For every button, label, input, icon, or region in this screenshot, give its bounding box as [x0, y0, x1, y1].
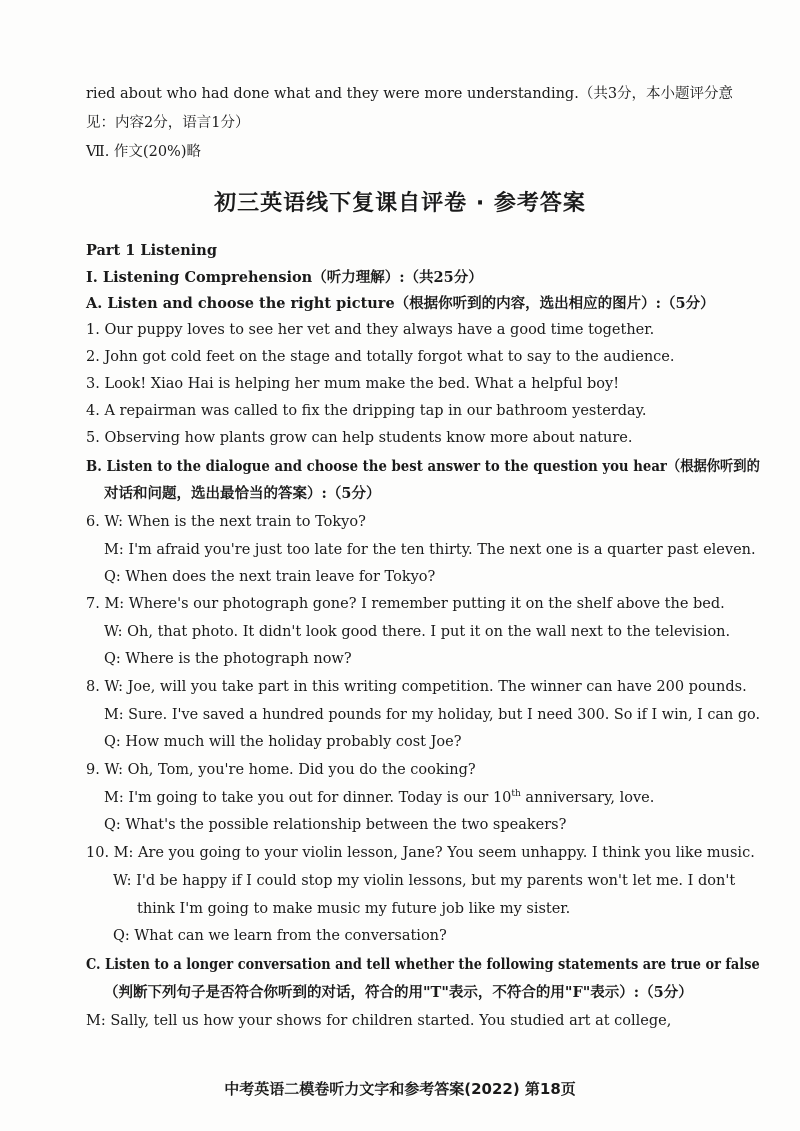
continued-answer-line: ried about who had done what and they were more understanding.（共3分，本小题评分意 [86, 86, 734, 102]
dialogue-text: anniversary, love. [520, 790, 655, 806]
dialogue-line: 8. W: Joe, will you take part in this writing competition. The winner can have 200 pounds. [86, 679, 747, 695]
page-footer: 中考英语二模卷听力文字和参考答案(2022) 第18页 [224, 1080, 576, 1098]
dialogue-line: 6. W: When is the next train to Tokyo? [86, 514, 366, 530]
list-item: 2. John got cold feet on the stage and totally forgot what to say to the audience. [86, 349, 675, 365]
question-line: Q: Where is the photograph now? [104, 651, 352, 667]
conversation-line: M: Sally, tell us how your shows for children started. You studied art at college, [86, 1013, 672, 1029]
dialogue-line [104, 788, 654, 808]
dialogue-line: W: Oh, that photo. It didn't look good there. I put it on the wall next to the television. [104, 624, 731, 640]
list-item: 5. Observing how plants grow can help students know more about nature. [86, 430, 633, 446]
section-b-heading-cont: 对话和问题，选出最恰当的答案）:（5分） [104, 485, 381, 502]
dialogue-line: 9. W: Oh, Tom, you're home. Did you do the cooking? [86, 762, 476, 778]
question-line: Q: What can we learn from the conversation? [113, 928, 447, 944]
dialogue-line: W: I'd be happy if I could stop my violin lessons, but my parents won't let me. I don't [113, 873, 736, 889]
dialogue-text: M: I'm going to take you out for dinner. Today is our 10 [104, 790, 512, 806]
writing-section-line: Ⅶ. 作文(20%)略 [86, 144, 201, 160]
section-i-heading: I. Listening Comprehension（听力理解）:（共25分） [86, 269, 483, 286]
dialogue-line: 10. M: Are you going to your violin lesson, Jane? You seem unhappy. I think you like music. [86, 845, 755, 861]
list-item: 3. Look! Xiao Hai is helping her mum make the bed. What a helpful boy! [86, 376, 620, 392]
page-title: 初三英语线下复课自评卷 · 参考答案 [214, 191, 586, 216]
dialogue-line: M: Sure. I've saved a hundred pounds for my holiday, but I need 300. So if I win, I can go. [104, 707, 761, 723]
ordinal-suffix: th [511, 789, 521, 800]
section-b-heading: B. Listen to the dialogue and choose the best answer to the question you hear（根据你听到的 [86, 458, 760, 475]
question-line: Q: When does the next train leave for Tokyo? [104, 569, 436, 585]
dialogue-line: 7. M: Where's our photograph gone? I remember putting it on the shelf above the bed. [86, 596, 725, 612]
list-item: 1. Our puppy loves to see her vet and they always have a good time together. [86, 322, 655, 338]
question-line: Q: How much will the holiday probably cost Joe? [104, 734, 462, 750]
section-c-heading-cont: （判断下列句子是否符合你听到的对话，符合的用"T"表示，不符合的用"F"表示）:（5分） [104, 984, 693, 1001]
list-item: 4. A repairman was called to fix the dripping tap in our bathroom yesterday. [86, 403, 647, 419]
dialogue-line-cont: think I'm going to make music my future job like my sister. [137, 901, 571, 917]
scoring-note-line: 见：内容2分，语言1分） [86, 115, 250, 131]
dialogue-line: M: I'm afraid you're just too late for the ten thirty. The next one is a quarter past eleven. [104, 542, 756, 558]
question-line: Q: What's the possible relationship between the two speakers? [104, 817, 567, 833]
part-heading: Part 1 Listening [86, 242, 217, 259]
section-c-heading: C. Listen to a longer conversation and tell whether the following statements are true or false [86, 956, 760, 973]
section-a-heading: A. Listen and choose the right picture（根据你听到的内容，选出相应的图片）:（5分） [86, 295, 715, 312]
